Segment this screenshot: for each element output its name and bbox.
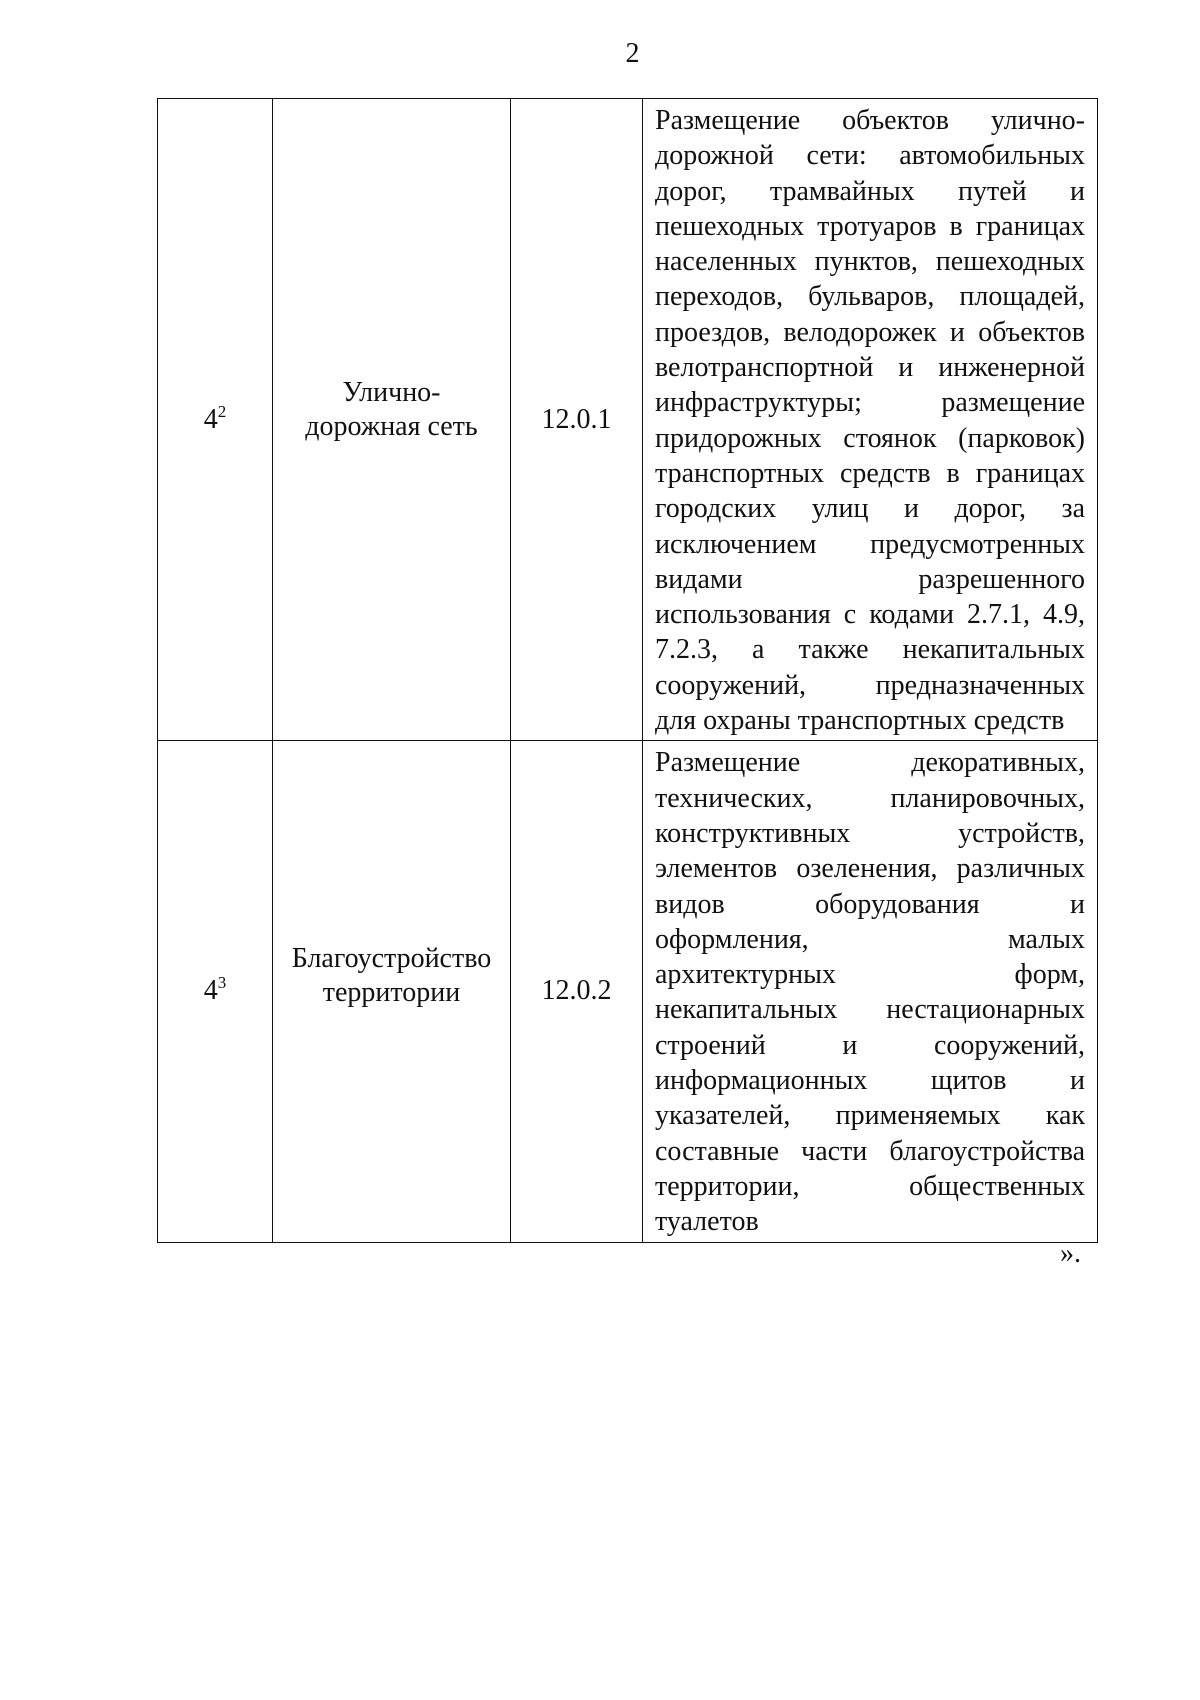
table-row [158, 99, 1098, 741]
page-number: 2 [625, 38, 640, 69]
row-number: 4 [203, 975, 218, 1007]
description-line: архитектурных форм, [655, 959, 1085, 991]
row-number-superscript: 2 [217, 401, 227, 421]
description-line: строений и сооружений, [655, 1029, 1085, 1061]
description-line: элементов озеленения, различных [655, 853, 1085, 885]
description-line: указателей, применяемых как [655, 1100, 1085, 1132]
description-line: исключением предусмотренных [655, 528, 1085, 560]
description-line: дорожной сети: автомобильных [655, 140, 1085, 172]
description-line: информационных щитов и [655, 1065, 1085, 1097]
description-line: для охраны транспортных средств [655, 705, 1065, 737]
table-row [158, 741, 1098, 1242]
land-use-table [157, 98, 1098, 1243]
description-line: пешеходных тротуаров в границах [655, 210, 1085, 242]
land-use-name-line: территории [322, 977, 461, 1009]
description-line: инфраструктуры; размещение [655, 387, 1085, 419]
description-line: дорог, трамвайных путей и [655, 175, 1085, 207]
land-use-description-cell [643, 99, 1098, 741]
description-line: территории, общественных [655, 1170, 1085, 1202]
description-line: некапитальных нестационарных [655, 994, 1085, 1026]
description-line: видов оборудования и [655, 888, 1085, 920]
land-use-name-cell [273, 99, 511, 741]
land-use-name-line: Улично- [342, 376, 441, 408]
description-line: Размещение декоративных, [655, 747, 1085, 779]
land-use-name-cell [273, 741, 511, 1242]
description-line: переходов, бульваров, площадей, [655, 281, 1085, 313]
description-line: технических, планировочных, [655, 782, 1085, 814]
row-number-cell [158, 741, 273, 1242]
description-line: туалетов [655, 1206, 759, 1238]
land-use-code-cell [511, 99, 643, 741]
row-number: 4 [203, 403, 218, 435]
description-line: сооружений, предназначенных [655, 669, 1085, 701]
description-line: конструктивных устройств, [655, 817, 1085, 849]
description-line: велотранспортной и инженерной [655, 352, 1085, 384]
row-number-superscript: 3 [217, 973, 227, 993]
description-line: 7.2.3, а также некапитальных [655, 634, 1085, 666]
land-use-description-cell [643, 741, 1098, 1242]
closing-quote: ». [1060, 1238, 1081, 1269]
description-line: населенных пунктов, пешеходных [655, 246, 1085, 278]
land-use-description [643, 741, 1097, 1241]
land-use-code-cell [511, 741, 643, 1242]
land-use-code: 12.0.1 [541, 403, 612, 435]
land-use-name-line: дорожная сеть [305, 410, 478, 442]
land-use-description [643, 99, 1097, 740]
description-line: видами разрешенного [655, 563, 1085, 595]
description-line: придорожных стоянок (парковок) [655, 422, 1085, 454]
description-line: использования с кодами 2.7.1, 4.9, [655, 599, 1085, 631]
description-line: городских улиц и дорог, за [655, 493, 1085, 525]
description-line: проездов, велодорожек и объектов [655, 316, 1085, 348]
land-use-code: 12.0.2 [541, 975, 612, 1007]
description-line: транспортных средств в границах [655, 457, 1085, 489]
row-number-cell [158, 99, 273, 741]
description-line: Размещение объектов улично- [655, 105, 1085, 136]
description-line: составные части благоустройства [655, 1135, 1085, 1167]
description-line: оформления, малых [655, 923, 1085, 955]
land-use-name-line: Благоустройство [291, 943, 492, 975]
